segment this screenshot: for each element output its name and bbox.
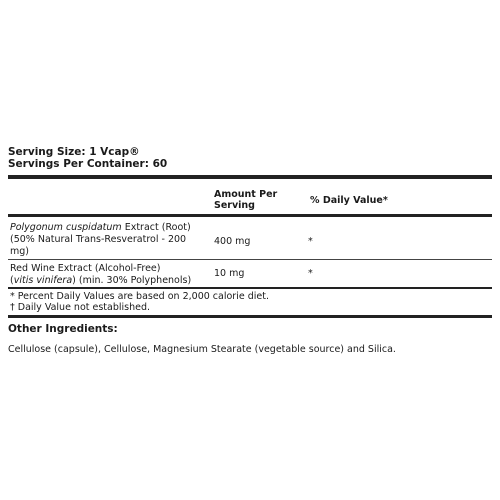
bottom-rule (8, 315, 492, 318)
row2-name-line1: Red Wine Extract (Alcohol-Free) (10, 263, 161, 274)
row1-daily-value: * (308, 236, 313, 247)
footnote-rule (8, 287, 492, 289)
row1-name-line1 (10, 222, 191, 234)
amount-header-line2: Serving (214, 200, 255, 211)
servings-per-container: Servings Per Container: 60 (8, 158, 168, 170)
row2-name-line2 (10, 275, 191, 287)
row2-name-pre: ( (10, 275, 14, 286)
other-ingredients-title: Other Ingredients: (8, 323, 118, 335)
daily-value-header: % Daily Value* (310, 195, 388, 206)
footnote-dv-not-established: † Daily Value not established. (10, 302, 151, 313)
row2-daily-value: * (308, 268, 313, 279)
row2-name-italic: vitis vinifera (13, 275, 73, 286)
serving-size: Serving Size: 1 Vcap® (8, 146, 140, 158)
row1-amount: 400 mg (214, 236, 251, 247)
row1-name-line3: mg) (10, 246, 29, 257)
row2-amount: 10 mg (214, 268, 245, 279)
amount-header-line1: Amount Per (214, 189, 278, 200)
header-rule (8, 214, 492, 217)
row2-name-rest: ) (min. 30% Polyphenols) (72, 275, 192, 286)
top-rule (8, 175, 492, 179)
other-ingredients-text: Cellulose (capsule), Cellulose, Magnesium Stearate (vegetable source) and Silica. (8, 344, 396, 355)
row1-name-italic: Polygonum cuspidatum (10, 222, 122, 233)
footnote-percent-dv: * Percent Daily Values are based on 2,000 calorie diet. (10, 291, 269, 302)
row-separator (8, 259, 492, 260)
row1-name-line2: (50% Natural Trans-Resveratrol - 200 (10, 234, 187, 245)
row1-name-rest: Extract (Root) (121, 222, 191, 233)
